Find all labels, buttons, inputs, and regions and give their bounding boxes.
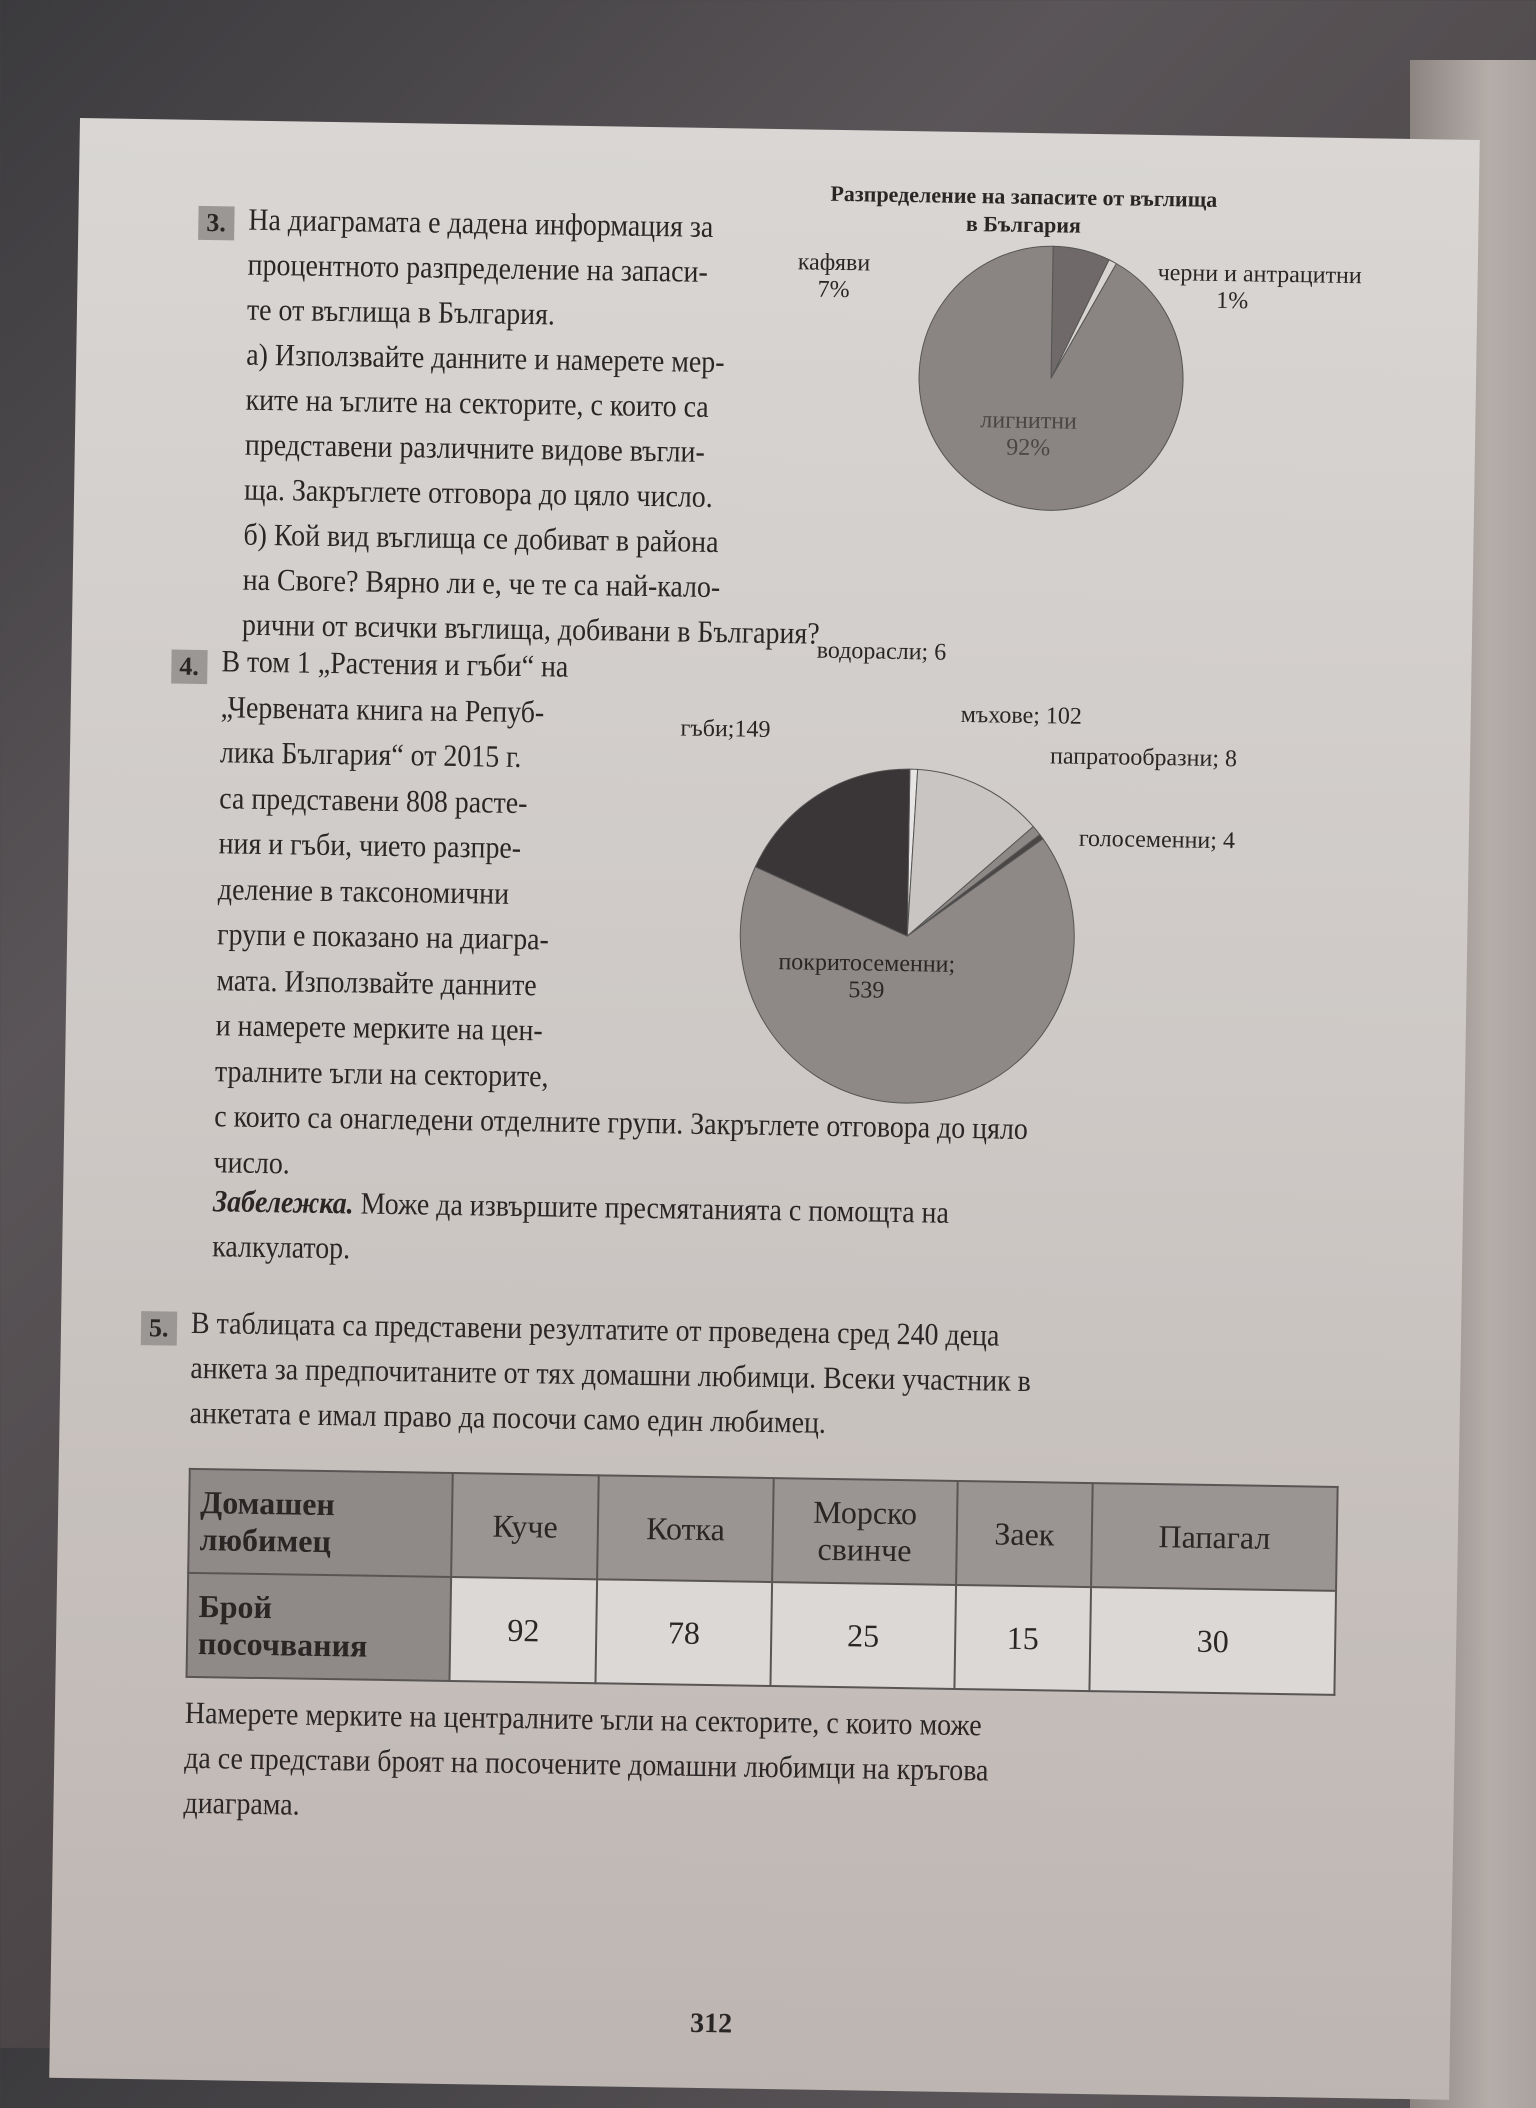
plants-label-ferns: папратообразни; 8 (1049, 743, 1238, 773)
text-line: рични от всички въглища, добивани в България? (241, 606, 820, 651)
text-line: мата. Използвайте данните (216, 961, 537, 1002)
text-line: анкетата е имал право да посочи само един любимец. (189, 1394, 827, 1440)
coal-chart-title: Разпределение на запасите от въглища в България (830, 180, 1218, 238)
count-cell: 92 (449, 1577, 597, 1683)
text-line: б) Кой вид въглища се добиват в района (243, 516, 719, 560)
note-text: Може да извършите пресмятанията с помощта на (353, 1185, 950, 1230)
plants-label-mosses: мъхове; 102 (960, 701, 1083, 730)
note-label: Забележка. (212, 1183, 354, 1221)
text-line: анкета за предпочитаните от тях домашни любимци. Всеки участник в (190, 1349, 1032, 1399)
text-line: диаграма. (183, 1784, 300, 1822)
text-line: с които са онагледени отделните групи. Закръглете отговора до цяло (214, 1098, 1029, 1147)
note-text-2: калкулатор. (212, 1228, 351, 1266)
text-line: лика България“ от 2015 г. (219, 734, 522, 775)
pet-cell: Заек (956, 1481, 1093, 1587)
page-number: 312 (689, 2007, 733, 2040)
coal-pie-chart (914, 241, 1188, 515)
pet-cell: Папагал (1091, 1483, 1337, 1591)
plants-pie-chart (735, 763, 1080, 1108)
pet-cell: Куче (451, 1473, 599, 1579)
text-line: тралните ъгли на секторите, (214, 1052, 549, 1093)
problem-5-text (189, 1300, 1125, 1450)
text-line: а) Използвайте данните и намерете мер- (246, 336, 725, 380)
pet-cell: Котка (597, 1475, 773, 1582)
problem-3-text (242, 197, 891, 657)
row-header-count: Брой посочвания (187, 1573, 452, 1681)
problem-3-number: 3. (198, 206, 234, 241)
count-cell: 78 (596, 1579, 772, 1686)
text-line: В таблицата са представени резултатите от проведена сред 240 деца (190, 1304, 1000, 1353)
text-line: „Червената книга на Репуб- (220, 688, 545, 729)
text-line: ния и гъби, чието разпре- (218, 825, 522, 866)
problem-4-number: 4. (171, 650, 207, 685)
problem-4-note (212, 1178, 1031, 1281)
text-line: ща. Закръглете отговора до цяло число. (243, 471, 714, 514)
plants-label-fungi: гъби;149 (680, 715, 771, 743)
text-line: число. (213, 1143, 291, 1180)
problem-5-number: 5. (141, 1311, 177, 1346)
count-cell: 25 (770, 1582, 956, 1689)
coal-label-brown: кафяви 7% (797, 249, 871, 304)
text-line: На диаграмата е дадена информация за (248, 201, 714, 244)
text-line: Намерете мерките на централните ъгли на секторите, с които може (184, 1694, 982, 1743)
table-row-pets (188, 1469, 1337, 1591)
text-line: процентното разпределение на запаси- (247, 246, 709, 289)
text-line: деление в таксономични (217, 870, 510, 911)
problem-5-question (183, 1690, 1079, 1839)
coal-slice-лигнитни (917, 244, 1185, 512)
plants-label-angiosperms: покритосеменни; 539 (778, 949, 956, 1004)
text-line: да се представи броят на посочените домашни любимци на кръгова (183, 1739, 989, 1788)
textbook-page (49, 118, 1480, 2100)
plants-label-gymnosperms: голосеменни; 4 (1078, 825, 1236, 855)
coal-label-lignite: лигнитни 92% (980, 407, 1078, 462)
text-line: и намерете мерките на цен- (215, 1007, 544, 1048)
table-row-counts (187, 1573, 1336, 1695)
count-cell: 30 (1090, 1587, 1336, 1695)
text-line: групи е показано на диагра- (216, 916, 550, 957)
text-line: на Своге? Вярно ли е, че те са най-кало- (242, 561, 721, 605)
coal-label-black: черни и антрацитни 1% (1157, 259, 1362, 315)
text-line: ките на ъглите на секторите, с които са (245, 381, 710, 424)
pet-cell: Морско свинче (772, 1478, 958, 1585)
text-line: те от въглища в България. (246, 291, 556, 332)
pets-table (186, 1468, 1339, 1696)
text-line: В том 1 „Растения и гъби“ на (221, 643, 569, 684)
row-header-pet: Домашен любимец (188, 1469, 453, 1577)
text-line: представени различните видове въгли- (244, 426, 706, 469)
plants-label-algae: водорасли; 6 (816, 637, 947, 666)
count-cell: 15 (954, 1585, 1091, 1691)
text-line: са представени 808 расте- (219, 779, 528, 820)
